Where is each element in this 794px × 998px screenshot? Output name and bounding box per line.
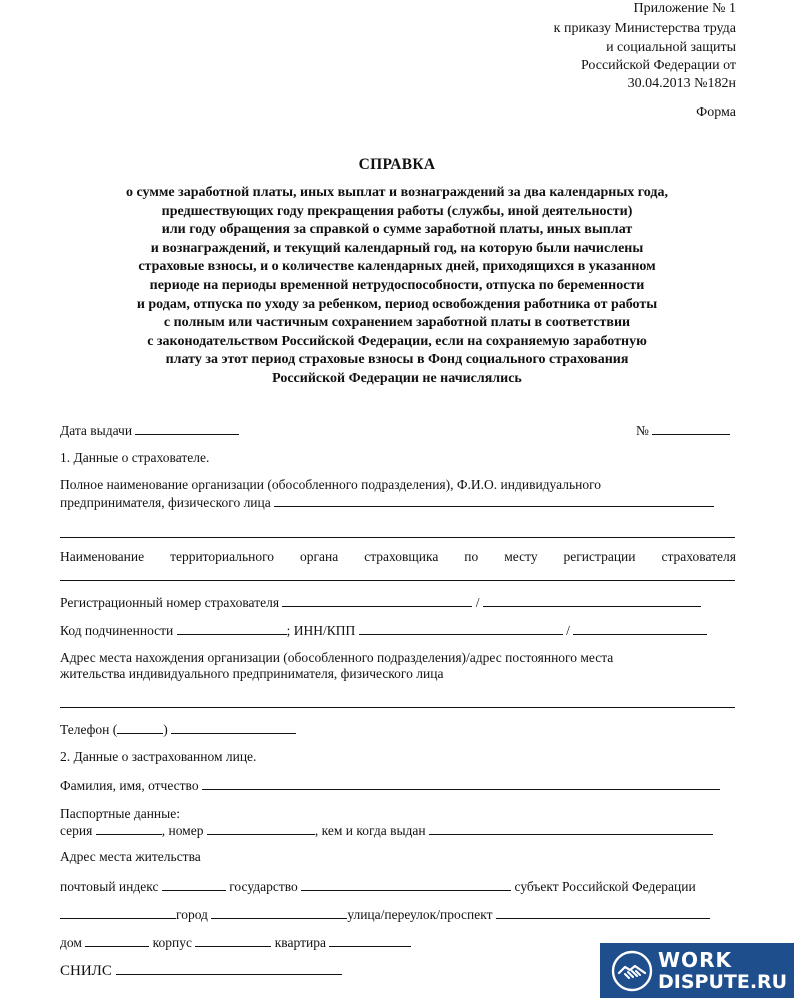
snils-label: СНИЛС	[60, 963, 112, 979]
subtitle-line: с законодательством Российской Федерации, если на сохраняемую заработную	[147, 333, 647, 349]
address-label-line1: Адрес места нахождения организации (обособленного подразделения)/адрес постоянного места	[60, 650, 614, 665]
subordination-row	[60, 622, 707, 639]
city-field[interactable]	[211, 906, 347, 919]
snils-field[interactable]	[116, 962, 342, 975]
issue-date-field[interactable]	[135, 422, 239, 435]
postcode-row	[60, 878, 696, 895]
workdispute-logo	[600, 943, 794, 998]
appendix-line: и социальной защиты	[606, 40, 736, 55]
city-row	[60, 906, 710, 923]
postcode-field[interactable]	[162, 878, 226, 891]
subtitle-line: и вознаграждений, и текущий календарный год, на которую были начислены	[150, 240, 644, 256]
subtitle-line: страховые взносы, и о количестве календарных дней, приходящихся в указанном	[138, 259, 656, 275]
territorial-word: Наименование	[60, 549, 145, 564]
apartment-label: квартира	[274, 935, 326, 950]
passport-row	[60, 822, 713, 839]
issued-label: , кем и когда выдан	[314, 823, 426, 838]
reg-number-field-1[interactable]	[282, 594, 472, 607]
territorial-word: регистрации	[563, 549, 636, 564]
passport-label: Паспортные данные:	[60, 806, 180, 821]
address-label-line2: жительства индивидуального предпринимателя, физического лица	[60, 666, 444, 681]
reg-number-field-2[interactable]	[483, 594, 701, 607]
document-title: СПРАВКА	[358, 156, 436, 173]
subtitle-line: и родам, отпуска по уходу за ребенком, период освобождения работника от работы	[136, 296, 658, 312]
building-field[interactable]	[195, 934, 271, 947]
section1-heading: 1. Данные о страхователе.	[60, 450, 210, 465]
street-label: улица/переулок/проспект	[347, 907, 493, 922]
territorial-word: месту	[504, 549, 538, 564]
form-label: Форма	[696, 105, 736, 120]
passport-number-field[interactable]	[207, 822, 315, 835]
issue-date-row	[60, 422, 239, 439]
phone-field[interactable]	[171, 721, 296, 734]
territorial-word: страховщика	[364, 549, 439, 564]
appendix-line: 30.04.2013 №182н	[627, 76, 736, 91]
territorial-body-field[interactable]	[60, 580, 735, 581]
fio-row	[60, 777, 720, 794]
series-label: серия	[60, 823, 93, 838]
snils-row	[60, 962, 342, 980]
slash: /	[566, 623, 570, 638]
issue-date-label: Дата выдачи	[60, 423, 133, 438]
semicolon: ;	[286, 623, 291, 638]
reg-number-row	[60, 594, 701, 611]
territorial-word: страхователя	[661, 549, 736, 564]
appendix-line: Приложение № 1	[633, 1, 736, 16]
document-subtitle	[60, 184, 734, 389]
apartment-field[interactable]	[329, 934, 411, 947]
org-name-field[interactable]	[274, 494, 714, 507]
subtitle-line: Российской Федерации не начислялись	[272, 370, 522, 386]
subordination-field[interactable]	[177, 622, 287, 635]
residence-label: Адрес места жительства	[60, 849, 201, 864]
number-field[interactable]	[652, 422, 730, 435]
number-label: , номер	[161, 823, 204, 838]
subtitle-line: плату за этот период страховые взносы в Фонд социального страхования	[165, 352, 629, 368]
logo-line1: WORK	[658, 948, 732, 972]
handshake-icon	[610, 949, 654, 993]
house-row	[60, 934, 411, 951]
phone-code-field[interactable]	[117, 721, 163, 734]
territorial-word: по	[464, 549, 479, 564]
appendix-line: Российской Федерации от	[580, 58, 736, 73]
kpp-field[interactable]	[573, 622, 707, 635]
inn-kpp-label: ИНН/КПП	[293, 623, 356, 638]
territorial-word: органа	[300, 549, 339, 564]
slash: /	[475, 595, 480, 610]
territorial-body-label	[60, 549, 736, 565]
house-field[interactable]	[85, 934, 149, 947]
org-name-field-line2[interactable]	[60, 537, 735, 538]
city-label: город	[176, 907, 208, 922]
reg-number-label: Регистрационный номер страхователя	[60, 595, 280, 610]
phone-close: )	[163, 722, 168, 737]
address-field[interactable]	[60, 707, 735, 708]
number-label: №	[636, 423, 649, 438]
logo-line2: DISPUTE.RU	[658, 971, 788, 993]
org-name-label-line2: предпринимателя, физического лица	[60, 495, 271, 510]
subtitle-line: с полным или частичным сохранением заработной платы в соответствии	[163, 315, 631, 331]
subtitle-line: о сумме заработной платы, иных выплат и вознаграждений за два календарных года,	[126, 185, 668, 200]
phone-row	[60, 721, 296, 738]
building-label: корпус	[152, 935, 192, 950]
house-label: дом	[60, 935, 82, 950]
phone-label: Телефон (	[60, 722, 118, 737]
subtitle-line: или году обращения за справкой о сумме заработной платы, иных выплат	[161, 222, 633, 238]
subject-label: субъект Российской Федерации	[514, 879, 696, 894]
country-field[interactable]	[301, 878, 511, 891]
subject-field[interactable]	[60, 906, 176, 919]
issued-field[interactable]	[429, 822, 713, 835]
fio-label: Фамилия, имя, отчество	[60, 778, 199, 793]
subtitle-line: периоде на периоды временной нетрудоспособности, отпуска по беременности	[149, 277, 645, 293]
section2-heading: 2. Данные о застрахованном лице.	[60, 749, 257, 764]
street-field[interactable]	[496, 906, 710, 919]
number-row	[636, 422, 730, 439]
org-name-row	[60, 494, 714, 511]
subordination-label: Код подчиненности	[60, 623, 174, 638]
fio-field[interactable]	[202, 777, 720, 790]
postcode-label: почтовый индекс	[60, 879, 159, 894]
territorial-word: территориального	[170, 549, 275, 564]
inn-field[interactable]	[359, 622, 563, 635]
subtitle-line: предшествующих году прекращения работы (службы, иной деятельности)	[161, 203, 633, 219]
country-label: государство	[229, 879, 298, 894]
appendix-line: к приказу Министерства труда	[553, 21, 736, 36]
series-field[interactable]	[96, 822, 162, 835]
org-name-label-line1: Полное наименование организации (обособленного подразделения), Ф.И.О. индивидуального	[60, 477, 602, 492]
